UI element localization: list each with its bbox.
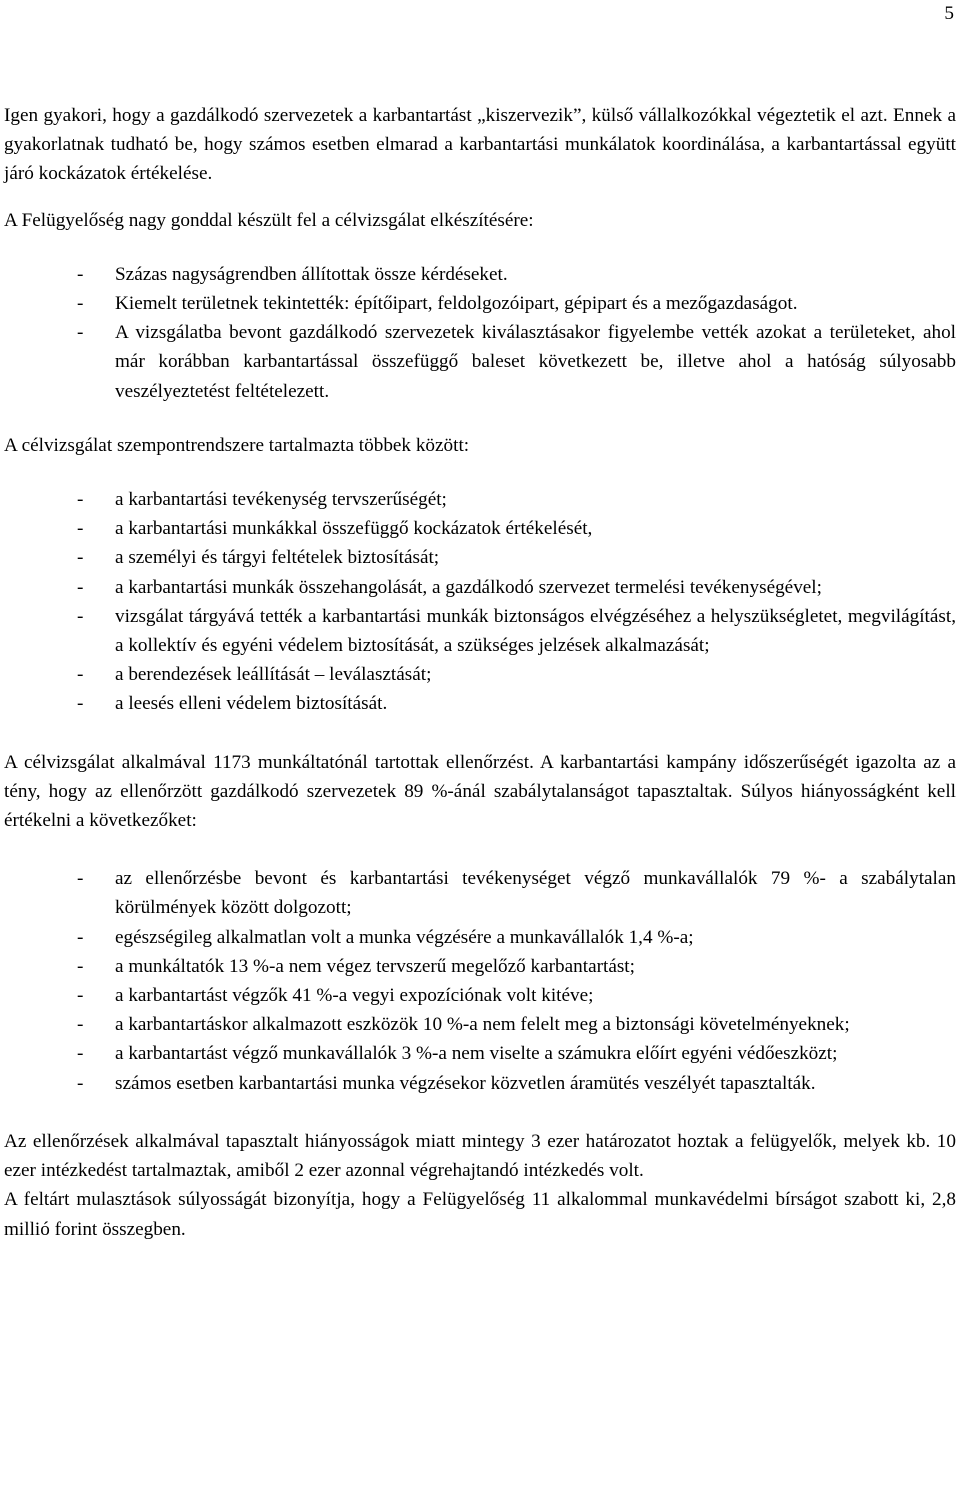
paragraph-fines: A feltárt mulasztások súlyosságát bizonyítja, hogy a Felügyelőség 11 alkalommal munkavédelmi bírságot szabott ki, 2,8 millió forint összegben. xyxy=(4,1189,956,1240)
paragraph-preparation: A Felügyelőség nagy gonddal készült fel a célvizsgálat elkészítésére: xyxy=(4,209,534,231)
preparation-list xyxy=(4,260,956,406)
paragraph-criteria: A célvizsgálat szempontrendszere tartalmazta többek között: xyxy=(4,434,470,456)
list-item: - a személyi és tárgyi feltételek biztosítását; xyxy=(4,543,956,572)
bullet-dash: - xyxy=(77,547,84,569)
list-item: - a munkáltatók 13 %-a nem végez tervszerű megelőző karbantartást; xyxy=(4,952,956,981)
bullet-dash: - xyxy=(77,1043,84,1065)
list-item: - a karbantartási munkákkal összefüggő kockázatok értékelését, xyxy=(4,514,956,543)
bullet-dash: - xyxy=(77,693,84,715)
deficiencies-list xyxy=(4,864,956,1098)
bullet-dash: - xyxy=(77,293,84,315)
list-item: - egészségileg alkalmatlan volt a munka végzésére a munkavállalók 1,4 %-a; xyxy=(4,923,956,952)
list-item: - a karbantartási munkák összehangolását, a gazdálkodó szervezet termelési tevékenységével; xyxy=(4,573,956,602)
list-item: - a berendezések leállítását – leválasztását; xyxy=(4,660,956,689)
list-item: - Kiemelt területnek tekintették: építőipart, feldolgozóipart, gépipart és a mezőgazdaságot. xyxy=(4,289,956,318)
paragraph-decisions: Az ellenőrzések alkalmával tapasztalt hiányosságok miatt mintegy 3 ezer határozatot hoztak a felügyelők, melyek kb. 10 ezer intézkedést tartalmaztak, amiből 2 ezer azonnal végrehajtandó intézkedés volt. xyxy=(4,1130,956,1182)
bullet-dash: - xyxy=(77,1072,84,1094)
bullet-dash: - xyxy=(77,518,84,540)
list-item: - vizsgálat tárgyává tették a karbantartási munkák biztonságos elvégzéséhez a helyszükségletet, megvilágítást, a kollektív és egyéni védelem biztosítását, a szükséges jelzések alkalmazását; xyxy=(4,602,956,660)
paragraph-outsourcing: Igen gyakori, hogy a gazdálkodó szervezetek a karbantartást „kiszervezik”, külső vállalkozókkal végeztetik el azt. Ennek a gyakorlatnak tudható be, hogy számos esetben elmarad a karbantartási munkálatok koordinálása, a karbantartással együtt járó kockázatok értékelése. xyxy=(4,105,956,185)
bullet-dash: - xyxy=(77,955,84,977)
list-item: - A vizsgálatba bevont gazdálkodó szervezetek kiválasztásakor figyelembe vették azokat a területeket, ahol már korábban karbantartással összefüggő baleset következett be, illetve ahol a hatóság súlyosabb veszélyeztetést feltételezett. xyxy=(4,318,956,406)
bullet-dash: - xyxy=(77,605,84,627)
bullet-dash: - xyxy=(77,868,84,890)
bullet-dash: - xyxy=(77,664,84,686)
list-item: - a karbantartáskor alkalmazott eszközök 10 %-a nem felelt meg a biztonsági követelményeknek; xyxy=(4,1010,956,1039)
list-item: - a karbantartási tevékenység tervszerűségét; xyxy=(4,485,956,514)
list-item: - számos esetben karbantartási munka végzésekor közvetlen áramütés veszélyét tapasztalták. xyxy=(4,1069,956,1098)
list-item: - a leesés elleni védelem biztosítását. xyxy=(4,689,956,718)
bullet-dash: - xyxy=(77,322,84,344)
bullet-dash: - xyxy=(77,576,84,598)
bullet-dash: - xyxy=(77,263,84,285)
list-item: - Százas nagyságrendben állítottak össze kérdéseket. xyxy=(4,260,956,289)
page-number: 5 xyxy=(944,3,954,24)
list-item: - a karbantartást végzők 41 %-a vegyi expozíciónak volt kitéve; xyxy=(4,981,956,1010)
bullet-dash: - xyxy=(77,489,84,511)
bullet-dash: - xyxy=(77,926,84,948)
list-item: - az ellenőrzésbe bevont és karbantartási tevékenységet végző munkavállalók 79 %- a szabálytalan körülmények között dolgozott; xyxy=(4,864,956,922)
bullet-dash: - xyxy=(77,1014,84,1036)
list-item: - a karbantartást végző munkavállalók 3 %-a nem viselte a számukra előírt egyéni védőeszközt; xyxy=(4,1039,956,1068)
bullet-dash: - xyxy=(77,985,84,1007)
criteria-list xyxy=(4,485,956,719)
paragraph-results: A célvizsgálat alkalmával 1173 munkáltatónál tartottak ellenőrzést. A karbantartási kampány időszerűségét igazolta az a tény, hogy az ellenőrzött gazdálkodó szervezetek 89 %-ánál szabálytalanságot tapasztaltak. Súlyos hiányosságként kell értékelni a következőket: xyxy=(4,751,956,832)
document-body xyxy=(4,101,956,1244)
